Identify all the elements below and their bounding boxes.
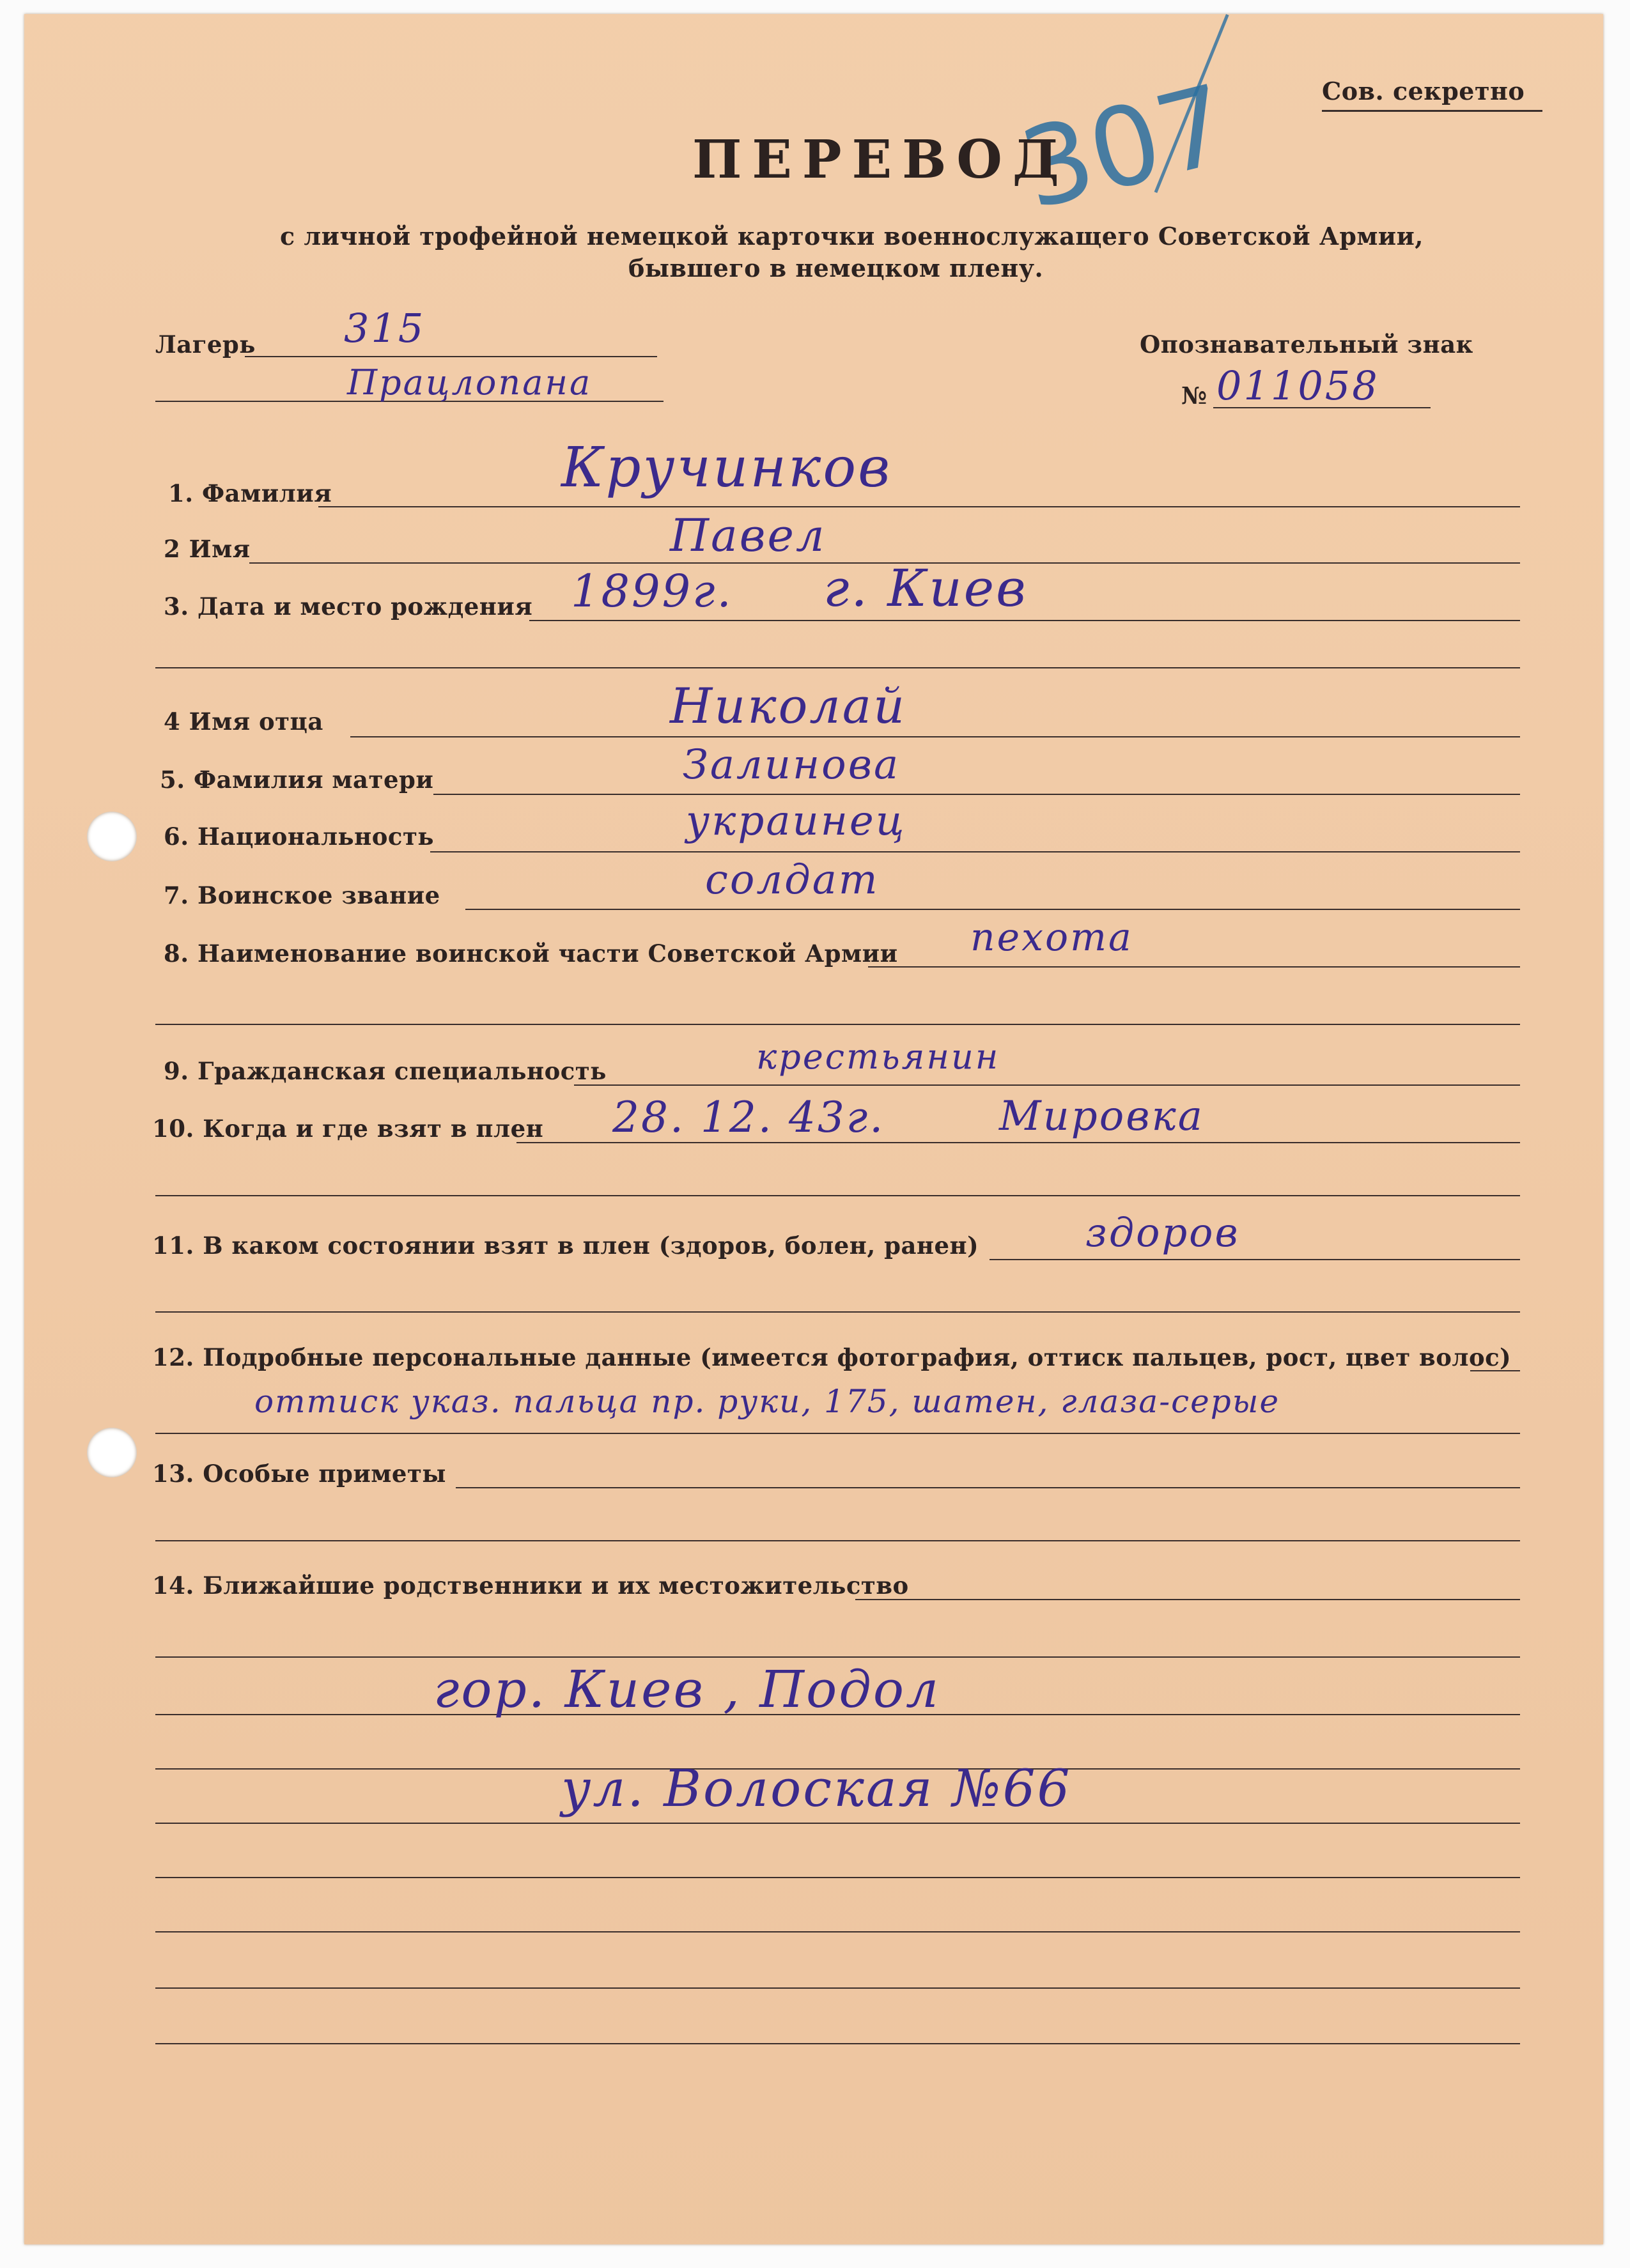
field-8-label: 8. Наименование воинской части Советской Армии xyxy=(164,939,898,968)
field-4-line xyxy=(350,736,1520,737)
subtitle-line-2: бывшего в немецком плену. xyxy=(628,254,1044,282)
classification-underline xyxy=(1322,110,1542,112)
field-5-value: Залинова xyxy=(683,741,901,789)
field-14-line-2 xyxy=(155,1656,1520,1658)
classification-stamp: Сов. секретно xyxy=(1322,77,1525,105)
field-7-label: 7. Воинское звание xyxy=(164,881,440,909)
field-10-line-2 xyxy=(155,1195,1520,1196)
field-12-line xyxy=(1470,1370,1520,1371)
field-14-line-8 xyxy=(155,1987,1520,1989)
field-4-value: Николай xyxy=(670,677,907,734)
camp-label: Лагерь xyxy=(155,330,256,359)
camp-line xyxy=(245,356,657,357)
field-14-label: 14. Ближайшие родственники и их местожительство xyxy=(152,1571,909,1600)
field-10-place-value: Мировка xyxy=(999,1093,1204,1140)
camp-value: 315 xyxy=(344,305,426,351)
field-3-line-2 xyxy=(155,667,1520,668)
id-tag-label: Опознавательный знак xyxy=(1140,330,1473,359)
field-14-value-line-1: гор. Киев , Подол xyxy=(433,1660,941,1719)
field-10-label: 10. Когда и где взят в плен xyxy=(152,1115,544,1143)
field-11-value: здоров xyxy=(1085,1209,1240,1256)
field-3-label: 3. Дата и место рождения xyxy=(164,592,533,621)
field-12-line-2 xyxy=(155,1433,1520,1434)
punch-hole-upper xyxy=(87,812,137,861)
field-1-value: Кручинков xyxy=(561,436,892,500)
field-12-value: оттиск указ. пальца пр. руки, 175, шатен, глаза-серые xyxy=(254,1383,1280,1420)
field-14-line xyxy=(855,1599,1520,1600)
camp-place-value: Працлопана xyxy=(347,362,593,403)
field-13-label: 13. Особые приметы xyxy=(152,1460,446,1488)
field-6-label: 6. Национальность xyxy=(164,822,434,851)
field-14-line-5 xyxy=(155,1823,1520,1824)
field-2-label: 2 Имя xyxy=(164,535,251,563)
field-10-date-value: 28. 12. 43г. xyxy=(612,1093,885,1142)
field-14-line-7 xyxy=(155,1931,1520,1932)
pencil-number: 307 xyxy=(1009,61,1241,235)
field-6-line xyxy=(430,851,1520,852)
field-8-value: пехота xyxy=(970,915,1133,960)
id-tag-value: 011058 xyxy=(1216,362,1379,409)
field-11-label: 11. В каком состоянии взят в плен (здоров, болен, ранен) xyxy=(152,1231,979,1260)
id-tag-number-label: № xyxy=(1181,382,1207,410)
field-14-value-line-2: ул. Волоская №66 xyxy=(561,1759,1072,1818)
field-13-line xyxy=(456,1487,1520,1488)
field-9-label: 9. Гражданская специальность xyxy=(164,1057,607,1085)
subtitle-line-1: с личной трофейной немецкой карточки военнослужащего Советской Армии, xyxy=(280,222,1424,251)
punch-hole-lower xyxy=(87,1428,137,1477)
field-3-place-value: г. Киев xyxy=(823,559,1028,618)
field-4-label: 4 Имя отца xyxy=(164,707,323,736)
page-title: ПЕРЕВОД xyxy=(692,129,1069,190)
field-14-line-6 xyxy=(155,1877,1520,1878)
document-sheet xyxy=(24,14,1603,2244)
field-11-line-2 xyxy=(155,1311,1520,1313)
field-7-line xyxy=(465,909,1520,910)
field-2-value: Павел xyxy=(670,509,827,562)
field-10-line xyxy=(516,1142,1520,1143)
field-8-line-2 xyxy=(155,1024,1520,1025)
field-9-line xyxy=(574,1084,1520,1086)
field-5-line xyxy=(433,794,1520,795)
field-7-value: солдат xyxy=(705,856,880,904)
field-12-label: 12. Подробные персональные данные (имеется фотография, оттиск пальцев, рост, цвет волос) xyxy=(152,1343,1512,1371)
field-14-line-9 xyxy=(155,2043,1520,2044)
field-1-line xyxy=(318,506,1520,507)
field-6-value: украинец xyxy=(686,798,906,845)
field-3-date-value: 1899г. xyxy=(571,565,733,617)
field-13-line-2 xyxy=(155,1540,1520,1541)
field-9-value: крестьянин xyxy=(756,1037,1000,1077)
field-8-line xyxy=(868,966,1520,968)
field-3-line xyxy=(529,620,1520,621)
field-5-label: 5. Фамилия матери xyxy=(160,766,434,794)
field-11-line xyxy=(990,1259,1520,1260)
field-1-label: 1. Фамилия xyxy=(168,479,332,507)
